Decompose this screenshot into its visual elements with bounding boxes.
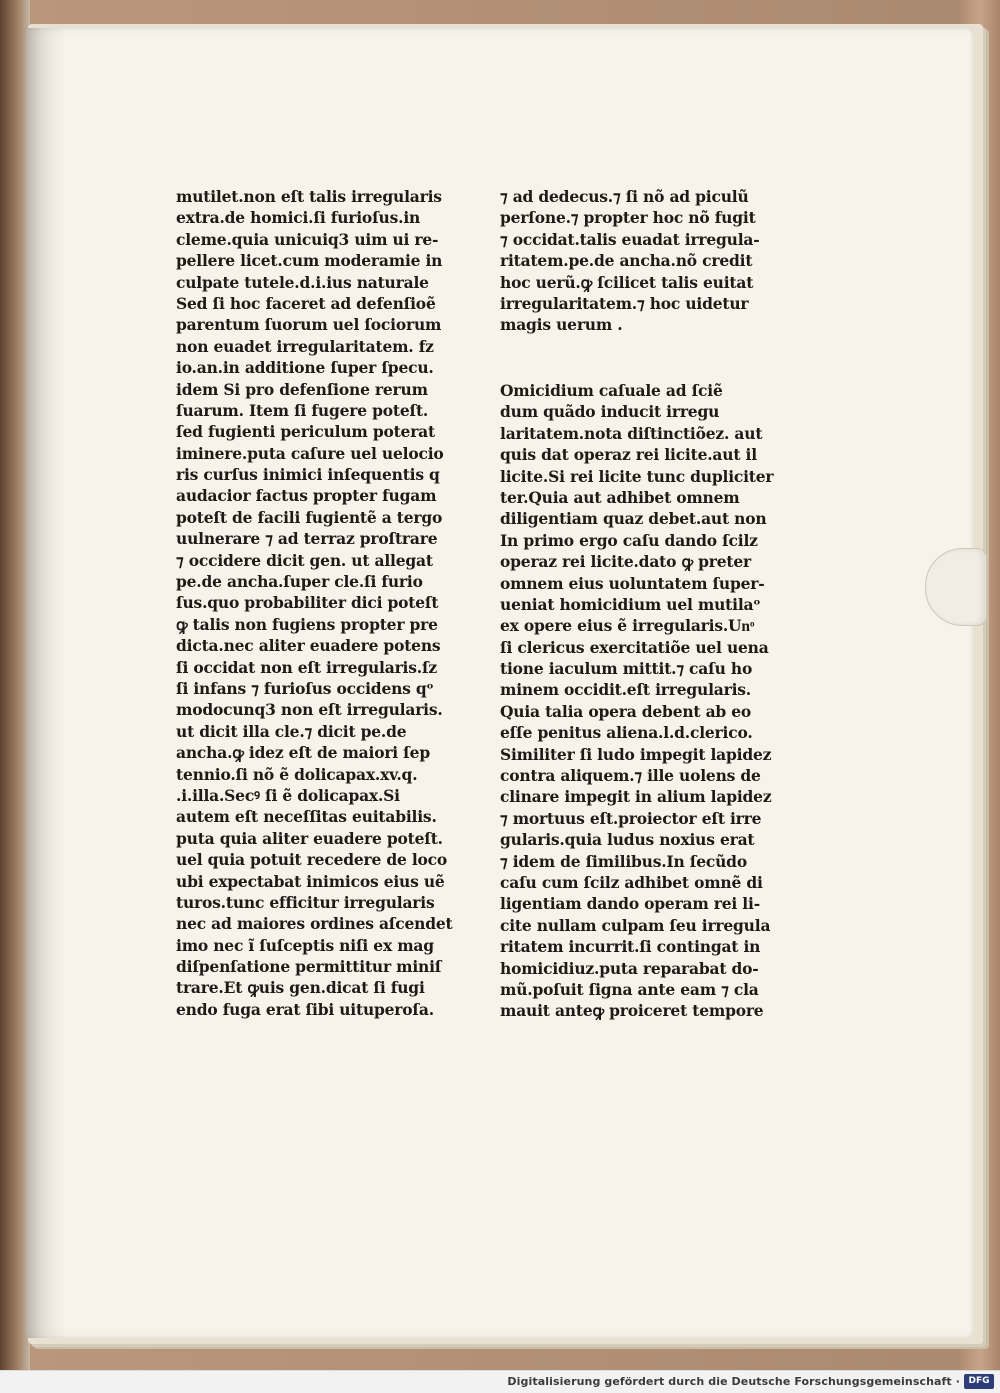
text-line: In primo ergo caſu dando ſcilz xyxy=(500,530,758,550)
text-line: ſus.quo probabiliter dici poteſt xyxy=(176,593,439,613)
text-line: uel quia potuit recedere de loco xyxy=(176,850,448,870)
text-line: homicidiuz.puta reparabat do- xyxy=(500,958,759,978)
text-line: caſu cum ſcilz adhibet omnẽ di xyxy=(500,872,763,892)
text-line: minem occidit.eſt irregularis. xyxy=(500,680,751,700)
text-line: ut dicit illa cle.⁊ dicit pe.de xyxy=(176,721,407,741)
dfg-logo: DFG xyxy=(964,1374,994,1389)
text-line: turos.tunc efficitur irregularis xyxy=(176,892,435,912)
text-line: endo fuga erat ſibi uituperoſa. xyxy=(176,999,434,1019)
text-line: ter.Quia aut adhibet omnem xyxy=(500,487,740,507)
text-line: ꝙ talis non fugiens propter pre xyxy=(176,614,438,634)
text-line: Omicidium caſuale ad ſciẽ xyxy=(500,381,723,400)
text-line: tione iaculum mittit.⁊ caſu ho xyxy=(500,659,753,679)
text-line: ⁊ ad dedecus.⁊ ſi nõ ad piculũ xyxy=(500,187,749,206)
text-line: ligentiam dando operam rei li- xyxy=(500,894,760,914)
text-line: ⁊ occidat.talis euadat irregula- xyxy=(500,229,760,249)
text-line: autem eſt neceſſitas euitabilis. xyxy=(176,807,437,827)
text-line: puta quia aliter euadere poteſt. xyxy=(176,828,443,848)
text-line: dicta.nec aliter euadere potens xyxy=(176,636,441,656)
text-line: Sed ſi hoc faceret ad defenſioẽ xyxy=(176,293,436,313)
text-line: contra aliquem.⁊ ille uolens de xyxy=(500,766,761,786)
text-line: pellere licet.cum moderamie in xyxy=(176,251,443,271)
text-line: mauit anteꝙ proiceret tempore xyxy=(500,1001,764,1021)
digitization-footer xyxy=(0,1370,1000,1393)
text-line: gularis.quia ludus noxius erat xyxy=(500,830,755,850)
text-line: iminere.puta caſure uel uelocio xyxy=(176,443,444,463)
text-line: uulnerare ⁊ ad terraz proſtrare xyxy=(176,529,438,549)
left-text-column xyxy=(176,186,453,1020)
text-line: poteſt de facili fugientẽ a tergo xyxy=(176,507,443,527)
right-text-column-top xyxy=(500,186,760,336)
text-line: perſone.⁊ propter hoc nõ fugit xyxy=(500,208,756,228)
text-line: eſſe penitus aliena.l.d.clerico. xyxy=(500,723,753,743)
text-line: audacior factus propter fugam xyxy=(176,486,437,506)
text-line: operaz rei licite.dato ꝙ preter xyxy=(500,552,751,572)
text-line: omnem eius uoluntatem ſuper- xyxy=(500,573,765,593)
text-line: extra.de homici.ſi furioſus.in xyxy=(176,208,421,228)
text-line: diſpenſatione permittitur miniſ xyxy=(176,957,442,977)
text-line: magis uerum . xyxy=(500,315,623,335)
text-line: diligentiam quaz debet.aut non xyxy=(500,509,767,529)
text-line: ⁊ mortuus eſt.proiector eſt irre xyxy=(500,808,762,828)
text-line: idem Si pro defenſione rerum xyxy=(176,379,428,399)
text-line: Quia talia opera debent ab eo xyxy=(500,701,752,721)
text-line: cite nullam culpam ſeu irregula xyxy=(500,915,771,935)
text-line: cleme.quia unicuiq3 uim ui re- xyxy=(176,229,439,249)
text-line: culpate tutele.d.i.ius naturale xyxy=(176,272,429,292)
text-line: ſi clericus exercitatiõe uel uena xyxy=(500,637,769,657)
text-line: irregularitatem.⁊ hoc uidetur xyxy=(500,293,749,313)
text-line: io.an.in additione ſuper ſpecu. xyxy=(176,358,434,378)
text-line: imo nec ĩ ſuſceptis niſi ex mag xyxy=(176,935,434,955)
right-text-column-bottom xyxy=(500,380,774,1022)
text-line: modocunq3 non eſt irregularis. xyxy=(176,700,443,720)
text-line: ritatem incurrit.ſi contingat in xyxy=(500,937,761,957)
text-line: mutilet.non eſt talis irregularis xyxy=(176,187,442,206)
text-line: ritatem.pe.de ancha.nõ credit xyxy=(500,251,753,271)
text-line: ſi infans ⁊ furioſus occidens qᵒ xyxy=(176,678,434,698)
text-line: tennio.ſi nõ ẽ dolicapax.xv.q. xyxy=(176,764,418,784)
text-line: pe.de ancha.ſuper cle.ſi furio xyxy=(176,572,423,592)
text-line: laritatem.nota diſtinctiõez. aut xyxy=(500,423,763,443)
text-line: clinare impegit in alium lapidez xyxy=(500,787,772,807)
text-line: ⁊ occidere dicit gen. ut allegat xyxy=(176,550,433,570)
text-line: ſi occidat non eſt irregularis.ſz xyxy=(176,657,438,677)
text-line: ex opere eius ẽ irregularis.Unͦ xyxy=(500,616,755,636)
text-line: hoc uerũ.ꝙ ſcilicet talis euitat xyxy=(500,272,754,292)
text-line: ſed fugienti periculum poterat xyxy=(176,422,435,442)
text-line: mũ.poſuit ſigna ante eam ⁊ cla xyxy=(500,979,759,999)
text-line: non euadet irregularitatem. fz xyxy=(176,336,434,356)
text-line: nec ad maiores ordines aſcendet xyxy=(176,914,453,934)
text-line: quis dat operaz rei licite.aut il xyxy=(500,445,757,465)
text-line: ueniat homicidium uel mutilaᵒ xyxy=(500,594,761,614)
text-line: dum quãdo inducit irregu xyxy=(500,402,720,422)
text-line: parentum ſuorum uel ſociorum xyxy=(176,315,442,335)
footer-credit: Digitalisierung gefördert durch die Deutsche Forschungsgemeinschaft · xyxy=(507,1375,960,1388)
text-line: ⁊ idem de ſimilibus.In ſecũdo xyxy=(500,851,747,871)
page-gutter-shadow xyxy=(26,28,66,1338)
text-line: trare.Et ꝙuis gen.dicat ſi fugi xyxy=(176,978,425,998)
text-line: ris curſus inimici inſequentis q xyxy=(176,465,440,485)
text-line: Similiter ſi ludo impegit lapidez xyxy=(500,744,772,764)
text-line: licite.Si rei licite tunc dupliciter xyxy=(500,466,774,486)
text-line: ſuarum. Item ſi fugere poteſt. xyxy=(176,400,429,420)
text-line: ancha.ꝙ idez eſt de maiori ſep xyxy=(176,743,430,763)
text-line: .i.illa.Secꝰ ſi ẽ dolicapax.Si xyxy=(176,785,400,805)
text-line: ubi expectabat inimicos eius uẽ xyxy=(176,871,445,891)
